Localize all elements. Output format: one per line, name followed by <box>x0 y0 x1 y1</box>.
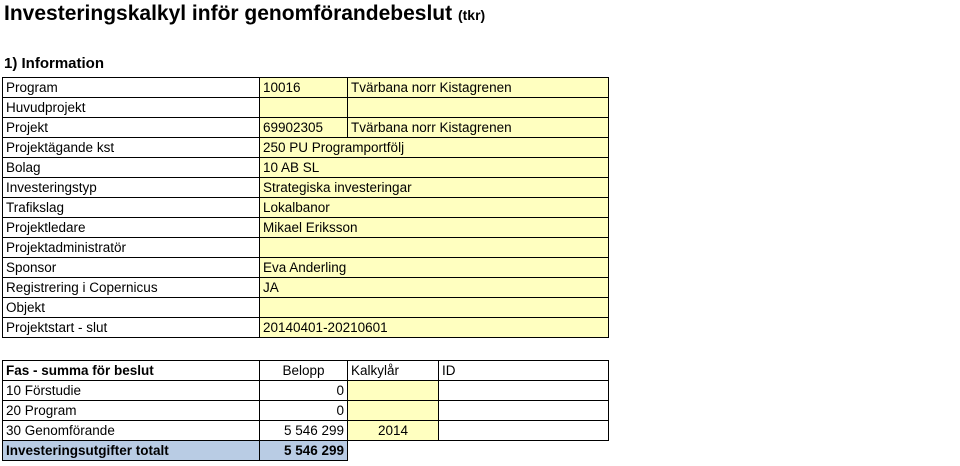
fas-id <box>438 380 609 401</box>
info-value[interactable]: 250 PU Programportfölj <box>259 137 609 158</box>
total-label: Investeringsutgifter totalt <box>2 440 260 461</box>
info-label: Program <box>2 77 260 98</box>
info-value[interactable]: Lokalbanor <box>259 197 609 218</box>
fas-kalkylar[interactable] <box>347 400 439 421</box>
info-value[interactable]: Eva Anderling <box>259 257 609 278</box>
info-label: Bolag <box>2 157 260 178</box>
fas-label: 10 Förstudie <box>2 380 260 401</box>
fas-kalkylar[interactable]: 2014 <box>347 420 439 441</box>
info-extra[interactable]: Tvärbana norr Kistagrenen <box>347 77 609 98</box>
info-value[interactable]: 10016 <box>259 77 348 98</box>
info-label: Investeringstyp <box>2 177 260 198</box>
fas-belopp: 5 546 299 <box>259 420 348 441</box>
fas-kalkylar[interactable] <box>347 380 439 401</box>
title-unit: (tkr) <box>457 7 486 23</box>
info-value[interactable] <box>259 97 348 118</box>
info-label: Trafikslag <box>2 197 260 218</box>
info-label: Objekt <box>2 297 260 318</box>
info-value[interactable]: 10 AB SL <box>259 157 609 178</box>
info-label: Projekt <box>2 117 260 138</box>
fas-header-label: Fas - summa för beslut <box>2 360 260 381</box>
info-label: Projektstart - slut <box>2 317 260 338</box>
fas-label: 30 Genomförande <box>2 420 260 441</box>
info-label: Projektägande kst <box>2 137 260 158</box>
info-label: Huvudprojekt <box>2 97 260 118</box>
info-value[interactable] <box>259 237 609 258</box>
fas-id <box>438 420 609 441</box>
total-belopp: 5 546 299 <box>259 440 348 461</box>
info-value[interactable]: Strategiska investeringar <box>259 177 609 198</box>
info-value[interactable]: 69902305 <box>259 117 348 138</box>
fas-header-id: ID <box>438 360 609 381</box>
fas-id <box>438 400 609 421</box>
section-heading: 1) Information <box>4 55 104 72</box>
fas-header-kalkylar: Kalkylår <box>347 360 439 381</box>
fas-header-belopp: Belopp <box>259 360 348 381</box>
fas-belopp: 0 <box>259 400 348 421</box>
info-label: Projektadministratör <box>2 237 260 258</box>
page-title <box>4 2 485 26</box>
title-text: Investeringskalkyl inför genomförandebeslut <box>4 2 453 25</box>
fas-belopp: 0 <box>259 380 348 401</box>
info-value[interactable] <box>259 297 609 318</box>
info-label: Sponsor <box>2 257 260 278</box>
fas-label: 20 Program <box>2 400 260 421</box>
info-value[interactable]: JA <box>259 277 609 298</box>
info-extra-empty[interactable] <box>347 97 609 118</box>
info-extra[interactable]: Tvärbana norr Kistagrenen <box>347 117 609 138</box>
info-label: Registrering i Copernicus <box>2 277 260 298</box>
info-value[interactable]: 20140401-20210601 <box>259 317 609 338</box>
info-label: Projektledare <box>2 217 260 238</box>
info-value[interactable]: Mikael Eriksson <box>259 217 609 238</box>
